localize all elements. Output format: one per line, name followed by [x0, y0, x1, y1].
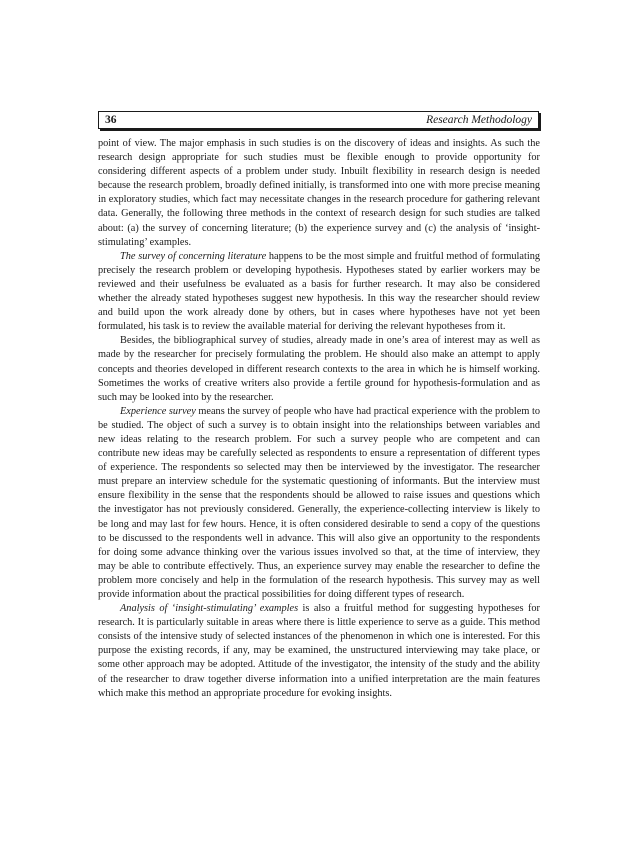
paragraph-bibliographical-survey	[98, 334, 540, 404]
paragraph-text: happens to be the most simple and fruitful method of formulating precisely the research problem or developing hypothesis. Hypotheses stated by earlier workers may be reviewed and their usefulness be evaluated as a basis for further research. It may also be considered whether the already stated hypotheses suggest new hypothesis. In this way the researcher should review and build upon the work already done by others, but in cases where hypotheses have not yet been formulated, his task is to review the available material for deriving the relevant hypotheses from it.	[98, 250, 540, 333]
paragraph-survey-of-literature	[98, 250, 540, 335]
paragraph-lead-term: Analysis of ‘insight-stimulating’ examples	[120, 603, 299, 615]
running-head	[98, 111, 539, 129]
paragraph-lead-term: The survey of concerning literature	[120, 250, 267, 262]
paragraph-experience-survey	[98, 405, 540, 602]
body-text	[98, 137, 540, 701]
paragraph-continuation	[98, 137, 540, 250]
paragraph-lead-term: Experience survey	[120, 405, 196, 417]
page-number: 36	[105, 114, 117, 126]
paragraph-text: point of view. The major emphasis in such studies is on the discovery of ideas and insights. As such the research design appropriate for such studies must be flexible enough to provide opportunity for considering different aspects of a problem under study. Inbuilt flexibility in research design is needed because the research problem, broadly defined initially, is transformed into one with more precise meaning in exploratory studies, which fact may necessitate changes in the research procedure for gathering relevant data. Generally, the following three methods in the context of research design for such studies are talked about: (a) the survey of concerning literature; (b) the experience survey and (c) the analysis of ‘insight-stimulating’ examples.	[98, 138, 540, 248]
paragraph-text: Besides, the bibliographical survey of studies, already made in one’s area of interest may as well as made by the researcher for precisely formulating the problem. He should also make an attempt to apply concepts and theories developed in different research contexts to the area in which he is himself working. Sometimes the works of creative writers also provide a fertile ground for hypothesis-formulation and as such may be looked into by the researcher.	[98, 335, 540, 403]
paragraph-insight-stimulating-examples	[98, 602, 540, 701]
running-title: Research Methodology	[426, 114, 532, 126]
paragraph-text: is also a fruitful method for suggesting hypotheses for research. It is particularly suitable in areas where there is little experience to serve as a guide. This method consists of the intensive study of selected instances of the phenomenon in which one is interested. For this purpose the existing records, if any, may be examined, the unstructured interviewing may take place, or some other approach may be adopted. Attitude of the investigator, the intensity of the study and the ability of the researcher to draw together diverse information into a unified interpretation are the main features which make this method an appropriate procedure for evoking insights.	[98, 603, 540, 699]
paragraph-text: means the survey of people who have had practical experience with the problem to be studied. The object of such a survey is to obtain insight into the relationships between variables and new ideas relating to the research problem. For such a survey people who are competent and can contribute new ideas may be carefully selected as respondents to ensure a representation of different types of experience. The respondents so selected may then be interviewed by the investigator. The researcher must prepare an interview schedule for the systematic questioning of informants. But the interview must ensure flexibility in the sense that the respondents should be allowed to raise issues and questions which the investigator has not previously considered. Generally, the experience-collecting interview is likely to be long and may last for few hours. Hence, it is often considered desirable to send a copy of the questions to be discussed to the respondents well in advance. This will also give an opportunity to the respondents for doing some advance thinking over the various issues involved so that, at the time of interview, they may be able to contribute effectively. Thus, an experience survey may enable the researcher to define the problem more concisely and help in the formulation of the research hypothesis. This survey may as well provide information about the practical possibilities for doing different types of research.	[98, 405, 540, 600]
